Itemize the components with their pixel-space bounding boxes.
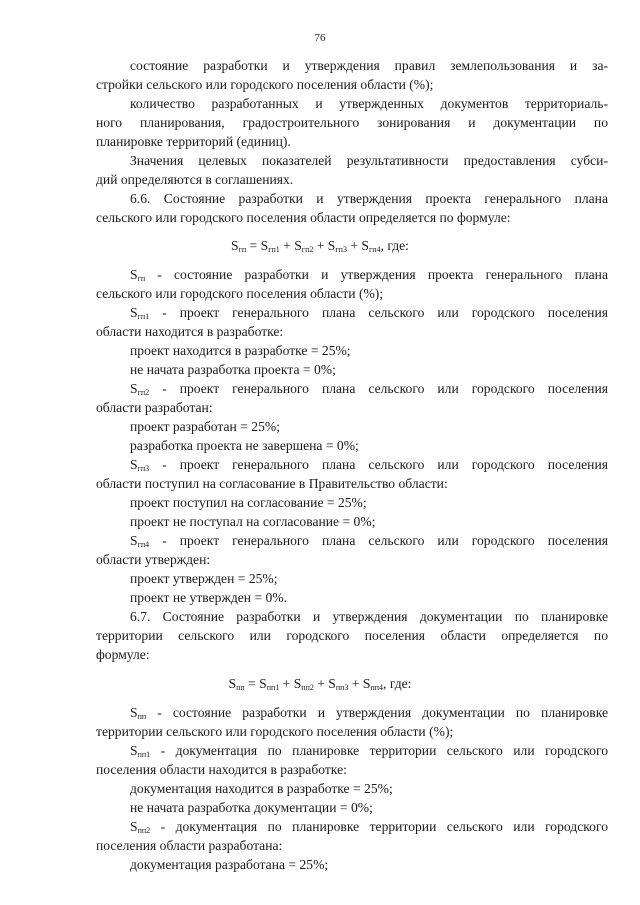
text-line: $S_{гп1}$ - проект генерального плана сельского или городского поселения <box>130 305 608 321</box>
text-line: дий определяются в соглашениях. <box>96 172 294 187</box>
text-line: разработка проекта не завершена = 0%; <box>130 438 359 453</box>
text-line: $S_{гп4}$ - проект генерального плана сельского или городского поселения <box>130 533 608 549</box>
text-line: стройки сельского или городского поселения области (%); <box>96 77 434 92</box>
text-line: $S_{гп2}$ - проект генерального плана сельского или городского поселения <box>130 381 608 397</box>
text-line: области поступил на согласование в Правительство области: <box>96 476 448 491</box>
text-line: территории сельского или городского поселения области (%); <box>96 724 454 739</box>
text-line: 6.7. Состояние разработки и утверждения документации по планировке <box>130 609 608 624</box>
text-line: $S_{гп3}$ - проект генерального плана сельского или городского поселения <box>130 457 608 473</box>
text-line: поселения области разработана: <box>96 838 283 853</box>
text-line: не начата разработка проекта = 0%; <box>130 362 336 377</box>
text-line: сельского или городского поселения области определяется по формуле: <box>96 210 511 225</box>
text-line: Значения целевых показателей результативности предоставления субси- <box>130 153 608 168</box>
text-line: $S_{гп}$ - состояние разработки и утверждения проекта генерального плана <box>130 267 608 283</box>
text-line: документация находится в разработке = 25%; <box>130 781 393 796</box>
text-line: состояние разработки и утверждения правил землепользования и за- <box>130 58 608 73</box>
text-line: проект разработан = 25%; <box>130 419 280 434</box>
text-line: области разработан: <box>96 400 213 415</box>
text-line: $S_{пп}$ - состояние разработки и утверждения документации по планировке <box>130 705 608 721</box>
text-line: формуле: <box>96 647 150 662</box>
text-line: количество разработанных и утвержденных документов территориаль- <box>130 96 608 111</box>
text-line: проект находится в разработке = 25%; <box>130 343 351 358</box>
text-line: сельского или городского поселения области (%); <box>96 286 384 301</box>
formula-general-plan: $S_{гп} = S_{гп1} + S_{гп2} + S_{гп3} + S_{гп4}$, где: <box>231 238 409 254</box>
text-line: 6.6. Состояние разработки и утверждения проекта генерального плана <box>130 191 608 206</box>
text-line: ного планирования, градостроительного зонирования и документации по <box>96 115 608 130</box>
text-line: планировке территорий (единиц). <box>96 134 291 149</box>
page-number: 76 <box>314 32 326 44</box>
text-line: области находится в разработке: <box>96 324 284 339</box>
text-line: документация разработана = 25%; <box>130 857 329 872</box>
text-line: поселения области находится в разработке: <box>96 762 347 777</box>
text-line: проект не поступал на согласование = 0%; <box>130 514 376 529</box>
text-line: не начата разработка документации = 0%; <box>130 800 373 815</box>
text-line: проект утвержден = 25%; <box>130 571 278 586</box>
text-line: $S_{пп2}$ - документация по планировке территории сельского или городского <box>130 819 608 835</box>
text-line: проект не утвержден = 0%. <box>130 590 288 605</box>
text-line: проект поступил на согласование = 25%; <box>130 495 367 510</box>
formula-planning-documentation: $S_{пп} = S_{пп1} + S_{пп2} + S_{пп3} + S_{пп4}$, где: <box>228 676 412 692</box>
text-line: территории сельского или городского поселения области определяется по <box>96 628 608 643</box>
text-line: области утвержден: <box>96 552 211 567</box>
text-line: $S_{пп1}$ - документация по планировке территории сельского или городского <box>130 743 608 759</box>
